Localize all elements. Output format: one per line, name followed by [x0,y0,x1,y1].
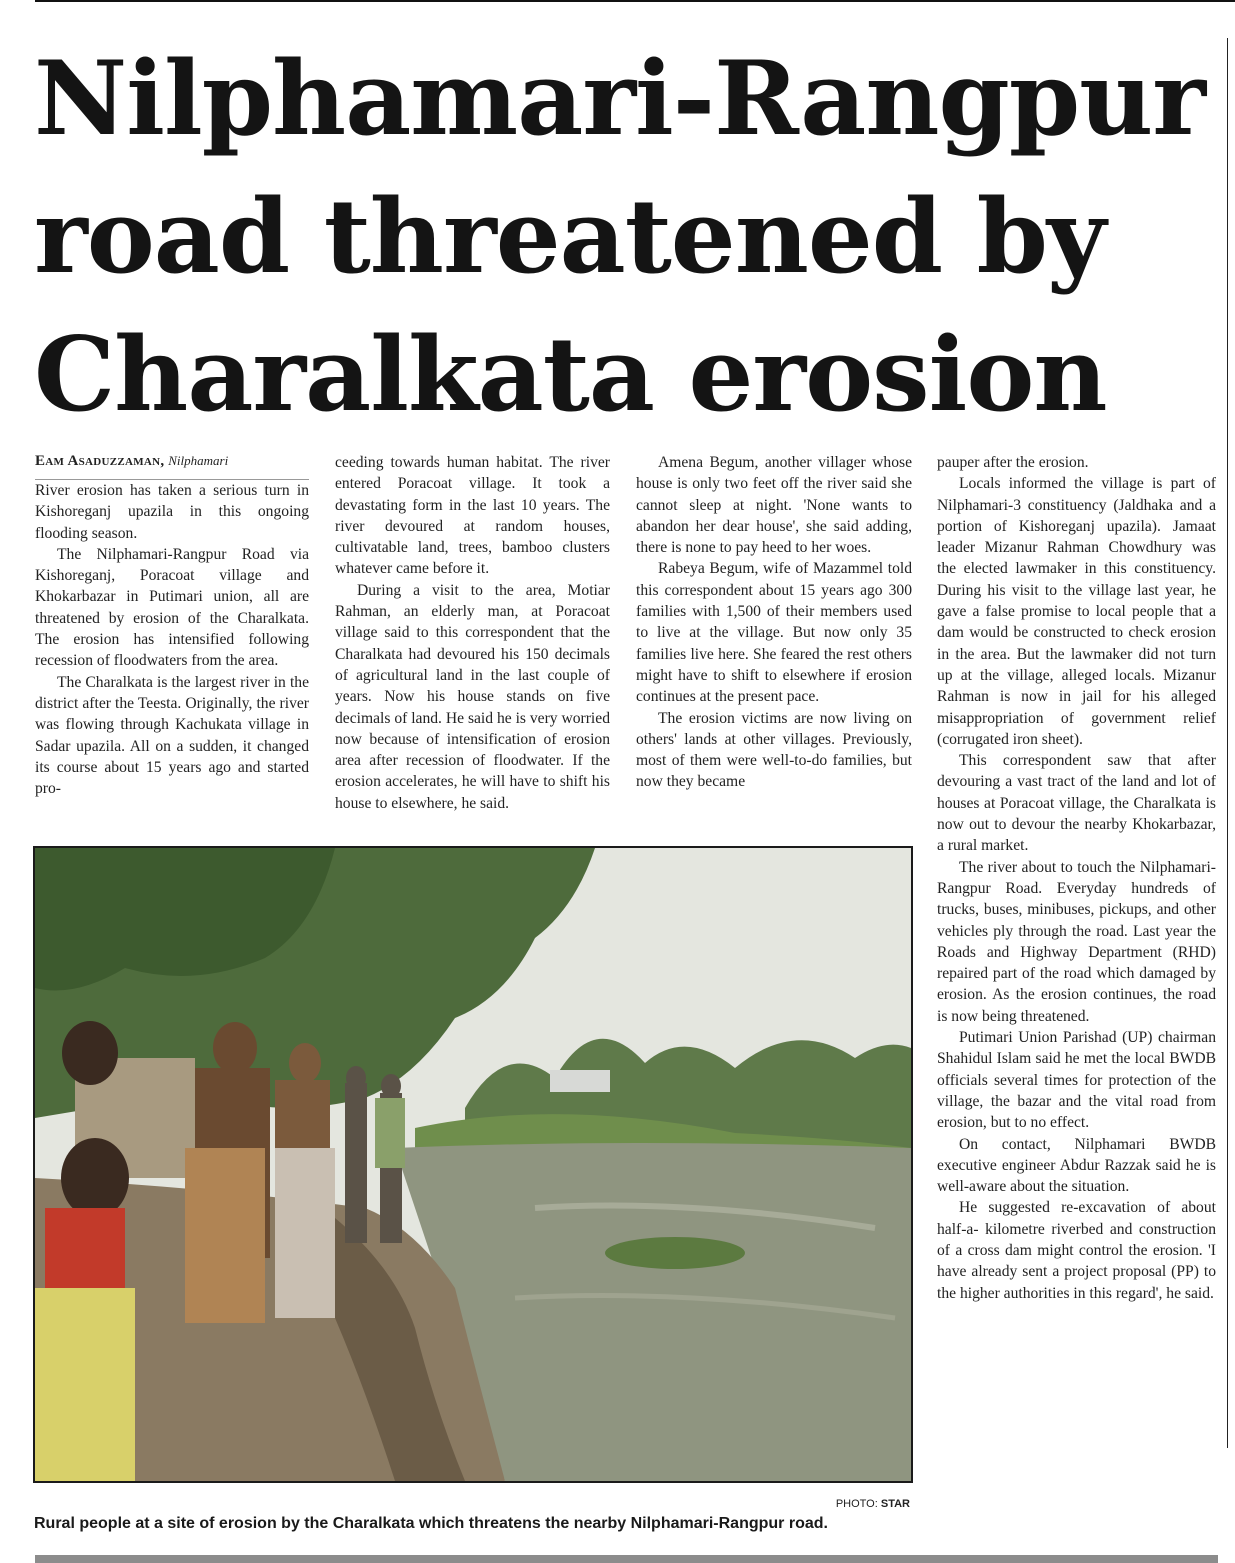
headline-line-2: road threatened by [34,177,1106,297]
paragraph: Amena Begum, another villager whose house is only two feet off the river said she cannot sleep at night. 'None wants to abandon her dear house', she said adding, there is none to pay heed to her woes. [636,454,912,557]
paragraph: River erosion has taken a serious turn in Kishoreganj upazila in this ongoing flooding season. [35,482,309,542]
paragraph: The Charalkata is the largest river in the district after the Teesta. Originally, the river was flowing through Kachukata village in Sadar upazila. All on a sudden, it changed its course about 15 years ago and started pro- [35,673,309,798]
top-rule [35,0,1235,2]
byline-location: Nilphamari [168,453,229,468]
paragraph: Locals informed the village is part of Nilphamari-3 constituency (Jaldhaka and a portion of Kishoreganj upazila). Jamaat leader Mizanur Rahman Chowdhury was the elected lawmaker in this constituency. During his visit to the village last year, he gave a false promise to local people that a dam would be constructed to check erosion in the area. But the lawmaker did not turn up at the village, alleged locals. Mizanur Rahman is now in jail for his alleged misappropriation of government relief (corrugated iron sheet). [937,475,1216,748]
headline-line-1: Nilphamari-Rangpur [34,39,1206,159]
right-column-rule [1227,38,1228,1448]
paragraph: During a visit to the area, Motiar Rahman, an elderly man, at Poracoat village said to this correspondent that the Charalkata had devoured his 150 decimals of agricultural land in the last couple of years. Now his house stands on five decimals of land. He said he is very worried now because of intensification of erosion area after recession of floodwater. If the erosion accelerates, he will have to shift his house to elsewhere, he said. [335,581,610,812]
photo-credit-source: STAR [880,1498,910,1510]
article-column-3 [636,452,912,793]
photo-credit-label: PHOTO: [835,1498,878,1510]
paragraph: This correspondent saw that after devouring a vast tract of the land and lot of houses at Poracoat village, the Charalkata is now out to devour the nearby Khokarbazar, a rural market. [937,752,1216,855]
paragraph: pauper after the erosion. [937,454,1089,471]
headline [34,30,1219,444]
article-column-4 [937,452,1216,1304]
byline-author: Eam Asaduzzaman, [35,453,165,469]
paragraph: ceeding towards human habitat. The river entered Poracoat village. It took a devastating form in the last 10 years. The river devoured at random houses, cultivatable land, trees, bamboo clusters whatever came before it. [335,454,610,578]
photo-illustration [35,848,911,1481]
paragraph: On contact, Nilphamari BWDB executive engineer Abdur Razzak said he is well-aware about the situation. [937,1135,1216,1196]
paragraph: He suggested re-excavation of about half-a- kilometre riverbed and construction of a cross dam might control the erosion. 'I have already sent a project proposal (PP) to the higher authorities in this regard', he said. [937,1199,1216,1302]
bottom-rule [35,1555,1218,1563]
article-column-1 [35,452,309,799]
photo-credit [760,1498,910,1510]
paragraph: Rabeya Begum, wife of Mazammel told this correspondent about 15 years ago 300 families with 1,500 of their members used to live at the village. But now only 35 families live here. She feared the rest others might have to shift to elsewhere if erosion continues at the present pace. [636,560,912,706]
photo-caption: Rural people at a site of erosion by the Charalkata which threatens the nearby Nilphamari-Rangpur road. [34,1515,828,1532]
paragraph: The Nilphamari-Rangpur Road via Kishoreganj, Poracoat village and Khokarbazar in Putimari union, all are threatened by erosion of the Charalkata. The erosion has intensified following recession of floodwaters from the area. [35,545,309,670]
byline [35,452,309,480]
paragraph: Putimari Union Parishad (UP) chairman Shahidul Islam said he met the local BWDB officials several times for protection of the village, the bazar and the vital road from erosion, but to no effect. [937,1029,1216,1132]
news-photo [33,846,913,1483]
paragraph: The erosion victims are now living on others' lands at other villages. Previously, most of them were well-to-do families, but now they became [636,709,912,791]
paragraph: The river about to touch the Nilphamari-Rangpur Road. Everyday hundreds of trucks, buses, minibuses, pickups, and other vehicles ply through the road. Last year the Roads and Highway Department (RHD) repaired part of the road which damaged by erosion. As the erosion continues, the road is now being threatened. [937,858,1216,1025]
article-column-2 [335,452,610,814]
headline-line-3: Charalkata erosion [34,315,1107,435]
